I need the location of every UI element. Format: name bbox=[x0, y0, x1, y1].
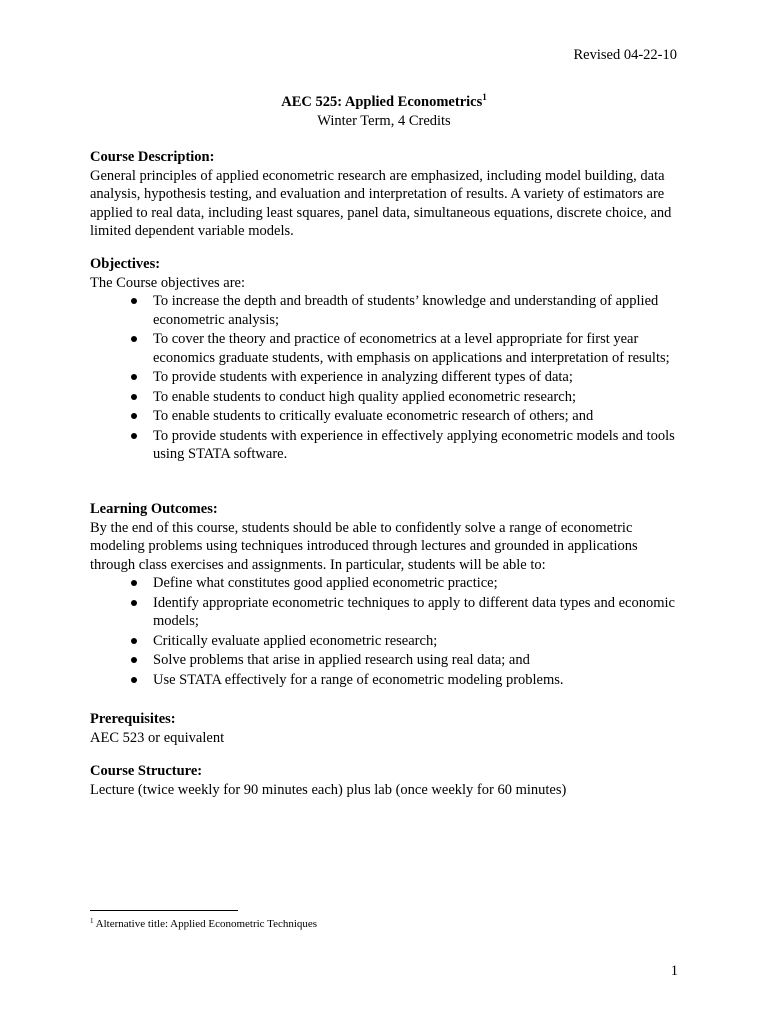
bullet-icon bbox=[131, 600, 137, 606]
list-item: Use STATA effectively for a range of econometric modeling problems. bbox=[153, 671, 680, 690]
learning-outcomes-heading: Learning Outcomes: bbox=[90, 501, 218, 517]
list-item: Define what constitutes good applied econometric practice; bbox=[153, 574, 680, 593]
prerequisites-section bbox=[90, 710, 680, 747]
objectives-section bbox=[90, 255, 680, 465]
revised-date: Revised 04-22-10 bbox=[573, 47, 677, 63]
list-item: To enable students to conduct high quality applied econometric research; bbox=[153, 388, 680, 407]
prerequisites-text: AEC 523 or equivalent bbox=[90, 729, 225, 746]
bullet-icon bbox=[131, 638, 137, 644]
objectives-intro: The Course objectives are: bbox=[90, 274, 246, 291]
list-item: Identify appropriate econometric techniques to apply to different data types and economic models; bbox=[153, 594, 680, 631]
bullet-icon bbox=[131, 394, 137, 400]
footnote-text: Alternative title: Applied Econometric Techniques bbox=[93, 918, 318, 930]
bullet-icon bbox=[131, 677, 137, 683]
page-number: 1 bbox=[670, 963, 678, 979]
course-structure-text: Lecture (twice weekly for 90 minutes each) plus lab (once weekly for 60 minutes) bbox=[90, 781, 567, 798]
objectives-list bbox=[90, 292, 680, 464]
learning-outcomes-section bbox=[90, 500, 680, 690]
course-description-section bbox=[90, 148, 680, 241]
bullet-icon bbox=[131, 298, 137, 304]
bullet-icon bbox=[131, 580, 137, 586]
footnote-mark: 1 bbox=[90, 917, 94, 925]
list-item: To provide students with experience in analyzing different types of data; bbox=[153, 368, 680, 387]
footnote-divider bbox=[90, 910, 238, 911]
course-title bbox=[0, 93, 768, 112]
title-block bbox=[0, 93, 768, 130]
footnote bbox=[90, 917, 317, 931]
course-description-text: General principles of applied econometric research are emphasized, including model building, data analysis, hypothesis testing, and evaluation and interpretation of results. A variety of estimators are applied to real data, including least squares, panel data, simultaneous equations, discrete choice, and limited dependent variable models. bbox=[90, 167, 672, 239]
list-item: To provide students with experience in effectively applying econometric models and tools using STATA software. bbox=[153, 427, 680, 464]
list-item: To increase the depth and breadth of students’ knowledge and understanding of applied econometric analysis; bbox=[153, 292, 680, 329]
list-item: Critically evaluate applied econometric research; bbox=[153, 632, 680, 651]
bullet-icon bbox=[131, 657, 137, 663]
list-item: To cover the theory and practice of econometrics at a level appropriate for first year economics graduate students, with emphasis on applications and interpretation of results; bbox=[153, 330, 680, 367]
objectives-heading: Objectives: bbox=[90, 256, 161, 272]
list-item: To enable students to critically evaluate econometric research of others; and bbox=[153, 407, 680, 426]
list-item: Solve problems that arise in applied research using real data; and bbox=[153, 651, 680, 670]
course-structure-heading: Course Structure: bbox=[90, 763, 203, 779]
bullet-icon bbox=[131, 336, 137, 342]
course-title-text: AEC 525: Applied Econometrics bbox=[281, 94, 483, 110]
prerequisites-heading: Prerequisites: bbox=[90, 711, 176, 727]
bullet-icon bbox=[131, 433, 137, 439]
course-term: Winter Term, 4 Credits bbox=[317, 112, 451, 129]
course-structure-section bbox=[90, 762, 680, 799]
course-description-heading: Course Description: bbox=[90, 149, 215, 165]
bullet-icon bbox=[131, 374, 137, 380]
learning-outcomes-intro: By the end of this course, students should be able to confidently solve a range of econometric modeling problems using techniques introduced through lectures and grounded in applications through class exercises and assignments. In particular, students will be able to: bbox=[90, 519, 638, 573]
footnote-reference: 1 bbox=[482, 92, 487, 102]
bullet-icon bbox=[131, 413, 137, 419]
learning-outcomes-list bbox=[90, 574, 680, 689]
